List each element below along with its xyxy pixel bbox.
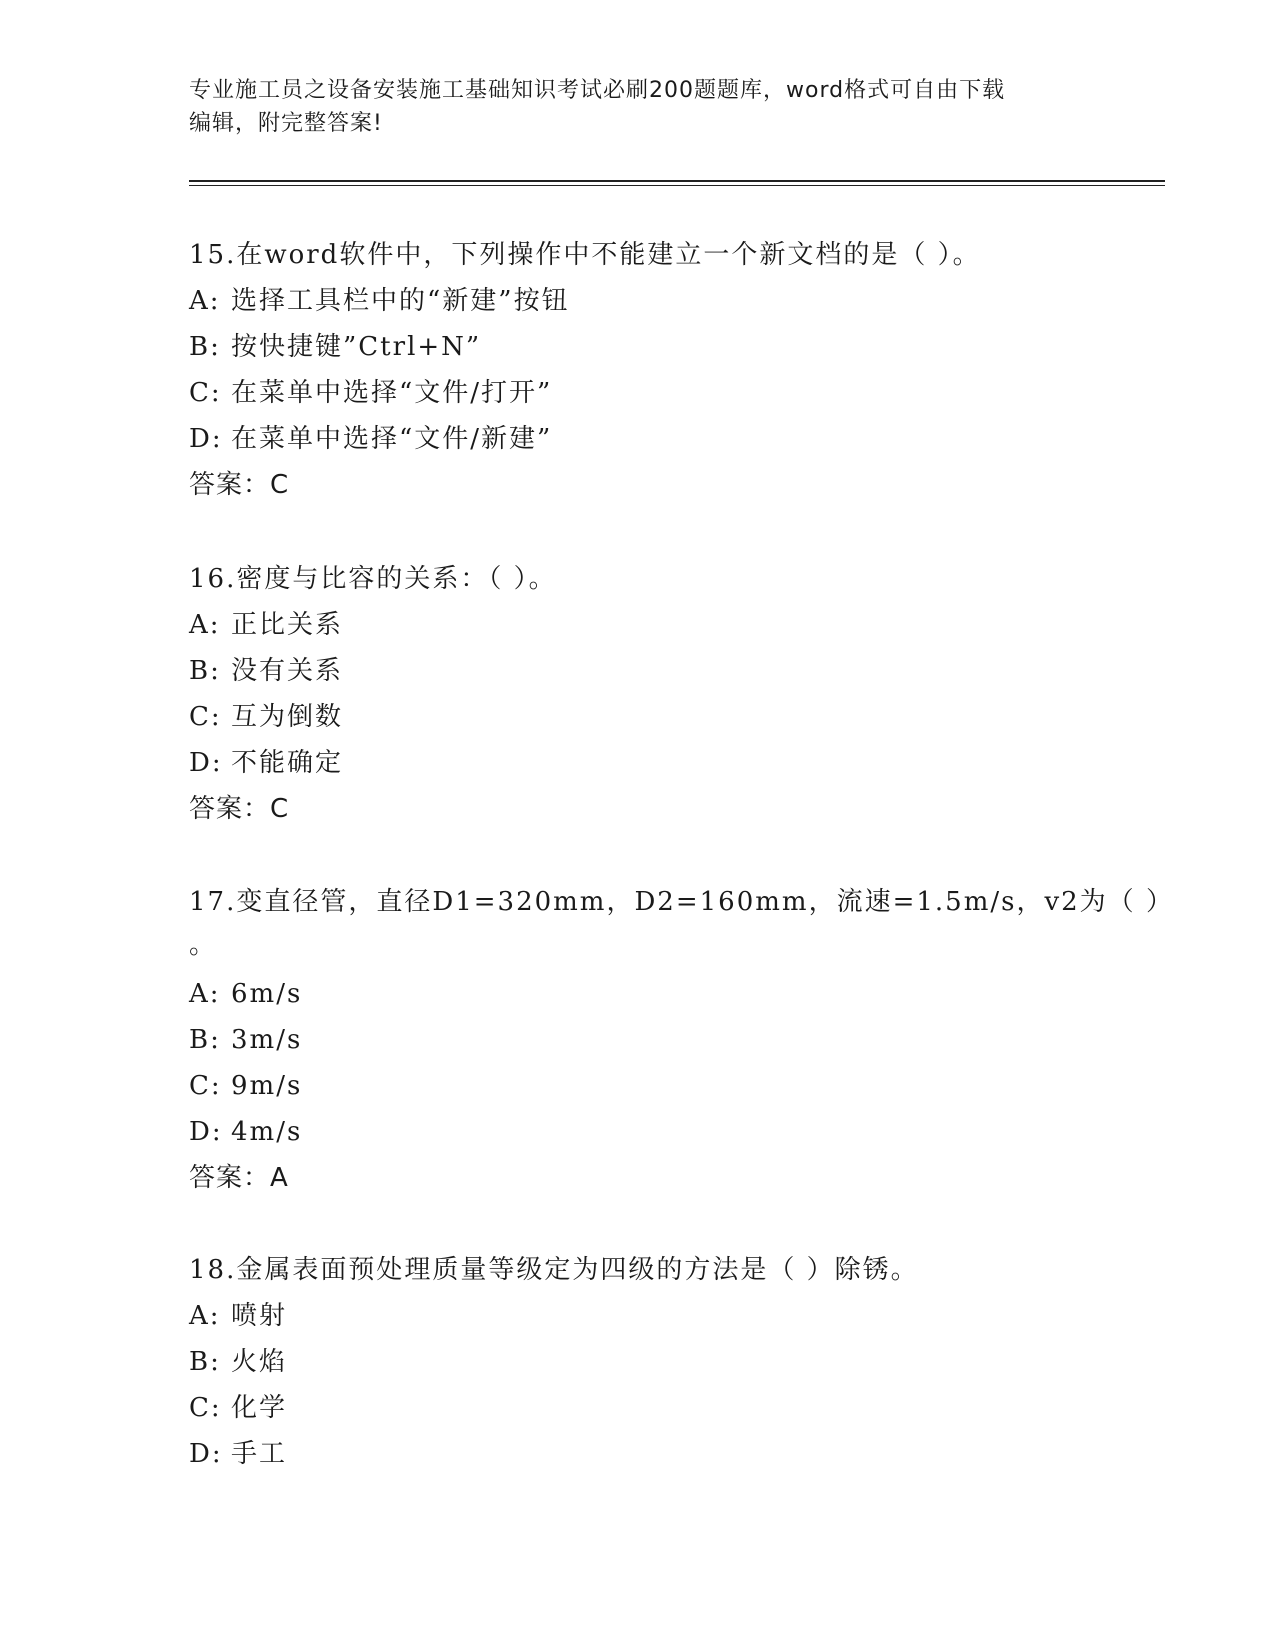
option-b [189,1339,1089,1385]
option-text: 按快捷键”Ctrl+N” [231,332,482,362]
option-c [189,370,1089,416]
option-letter: C: [189,378,222,408]
question-stem: 16.密度与比容的关系：（ ）。 [189,564,557,594]
option-letter: A: [189,979,221,1009]
option-b [189,1017,1089,1063]
header-line-1: 专业施工员之设备安装施工基础知识考试必刷200题题库，word格式可自由下载 [189,78,1006,103]
option-a [189,602,1089,648]
option-b [189,648,1089,694]
question-17 [189,879,1174,1201]
question-18 [189,1247,1089,1477]
option-letter: C: [189,1393,222,1423]
option-d [189,740,1089,786]
header-divider [189,180,1165,182]
answer: 答案：C [189,794,290,824]
question-16 [189,556,1089,832]
option-letter: B: [189,1025,221,1055]
option-text: 正比关系 [231,610,344,640]
option-text: 化学 [231,1393,288,1423]
option-a [189,278,1089,324]
option-letter: C: [189,1071,222,1101]
answer: 答案：C [189,470,290,500]
option-d [189,1431,1089,1477]
option-a [189,1293,1089,1339]
option-b [189,324,1089,370]
question-15 [189,232,1089,508]
option-letter: D: [189,424,223,454]
header-divider-thin [189,185,1165,186]
document-header [189,74,1069,140]
question-stem-continuation: 。 [189,930,218,960]
option-letter: D: [189,748,223,778]
option-a [189,971,1089,1017]
option-text: 没有关系 [231,656,344,686]
option-letter: D: [189,1439,223,1469]
option-letter: A: [189,286,221,316]
option-letter: B: [189,1347,221,1377]
option-text: 选择工具栏中的“新建”按钮 [231,286,570,316]
option-text: 火焰 [231,1347,288,1377]
option-text: 不能确定 [231,748,344,778]
option-text: 在菜单中选择“文件/打开” [231,378,553,408]
option-text: 3m/s [231,1025,303,1055]
option-text: 6m/s [231,979,303,1009]
option-text: 在菜单中选择“文件/新建” [231,424,553,454]
option-d [189,1109,1089,1155]
option-text: 手工 [231,1439,288,1469]
option-text: 喷射 [231,1301,288,1331]
question-stem: 18.金属表面预处理质量等级定为四级的方法是（ ）除锈。 [189,1255,919,1285]
option-c [189,694,1089,740]
option-text: 互为倒数 [231,702,344,732]
option-d [189,416,1089,462]
option-text: 4m/s [231,1117,303,1147]
header-line-2: 编辑，附完整答案! [189,111,383,136]
option-letter: B: [189,332,221,362]
option-letter: B: [189,656,221,686]
option-letter: C: [189,702,222,732]
option-letter: A: [189,1301,221,1331]
option-c [189,1063,1089,1109]
question-stem: 17.变直径管，直径D1=320mm，D2=160mm，流速=1.5m/s，v2为（ ） [189,887,1174,917]
option-c [189,1385,1089,1431]
option-letter: A: [189,610,221,640]
answer: 答案：A [189,1163,289,1193]
option-letter: D: [189,1117,223,1147]
option-text: 9m/s [231,1071,303,1101]
question-stem: 15.在word软件中，下列操作中不能建立一个新文档的是（ ）。 [189,240,981,270]
